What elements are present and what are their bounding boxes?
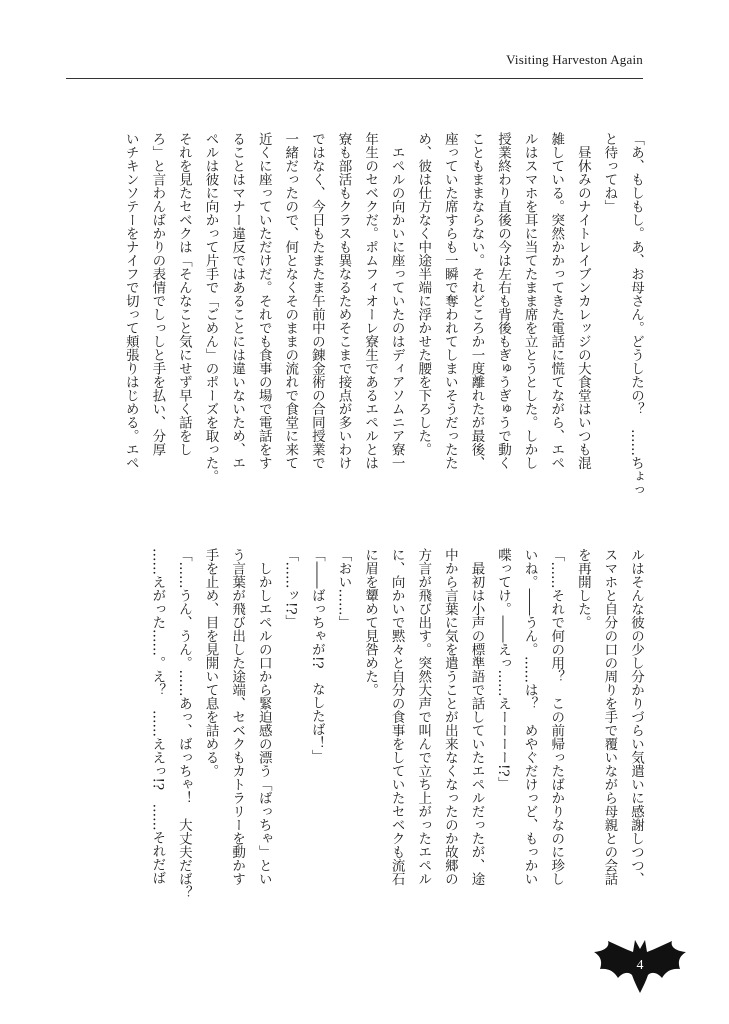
text-column: ルはそんな彼の少し分かりづらい気遣いに感謝しつつ、 (628, 548, 644, 886)
text-column: ルはスマホを耳に当てたまま席を立とうとした。しかし (521, 132, 538, 470)
text-column: を再開した。 (574, 548, 591, 629)
text-column: ではなく、今日もたまたま午前中の錬金術の合同授業で (308, 132, 325, 470)
text-column: ろ」と言わんばかりの表情でしっしと手を払い、分厚 (149, 132, 166, 456)
text-column: 授業終わり直後の今は左右も背後もぎゅうぎゅうで動く (495, 132, 512, 470)
page-number-badge (592, 935, 688, 995)
text-column: 「あ、もしもし。あ、お母さん。どうしたの？ ……ちょっ (628, 132, 644, 497)
text-column: 雑している。突然かかってきた電話に慌てながら、エペ (548, 132, 565, 470)
text-column: に、向かいで黙々と自分の食事をしていたセベクも流石 (388, 548, 405, 886)
text-column: 一緒だったので、何となくそのままの流れで食堂に来て (282, 132, 299, 470)
text-column: ペルは彼に向かって片手で「ごめん」のポーズを取った。 (202, 132, 219, 483)
text-column: と待ってね」 (601, 132, 618, 213)
lower-text-block (86, 548, 649, 908)
text-column: 「おい……」 (335, 548, 352, 629)
text-column: 中から言葉に気を遣うことが出来なくなったのか故郷の (441, 548, 458, 886)
text-column: 「……ッ!?」 (282, 548, 299, 629)
text-column: 近くに座っていただけだ。それでも食事の場で電話をす (255, 132, 272, 470)
text-column: 昼休みのナイトレイブンカレッジの大食堂はいつも混 (574, 132, 591, 470)
text-column: め、彼は仕方なく中途半端に浮かせた腰を下ろした。 (415, 132, 432, 456)
text-column: スマホと自分の口の周りを手で覆いながら母親との会話 (601, 548, 618, 886)
text-column: しかしエペルの口から緊迫感の漂う「ばっちゃ」とい (255, 548, 272, 886)
text-column: 喋ってけ。――えっ……えーーーー!?」 (495, 548, 512, 791)
text-column: 手を止め、目を見開いて息を詰める。 (202, 548, 219, 778)
text-column: 「――ばっちゃが!? なしたば！」 (308, 548, 325, 764)
text-column: それを見たセベクは「そんなこと気にせず早く話をし (175, 132, 192, 456)
text-column: いね。――うん。……は？ めやぐだけっど、もっかい (521, 548, 538, 886)
text-column: 「……それで何の用？ この前帰ったばかりなのに珍し (548, 548, 565, 886)
text-column: 年生のセベクだ。ポムフィオーレ寮生であるエペルとは (362, 132, 379, 470)
text-column: エペルの向かいに座っていたのはディアソムニア寮一 (388, 132, 405, 470)
text-column: 「……うん、うん。……あっ、ばっちゃ！ 大丈夫だば？ (175, 548, 192, 899)
text-column: 方言が飛び出す。突然大声で叫んで立ち上がったエペル (415, 548, 432, 886)
text-column: 座っていた席すらも一瞬で奪われてしまいそうだったた (441, 132, 458, 470)
text-column: ……えがった……。え？ ……ええっ!? ……それだば (149, 548, 166, 885)
text-column: ることはマナー違反ではあることには違いないため、エ (229, 132, 246, 470)
header-rule (66, 78, 643, 79)
text-column: 最初は小声の標準語で話していたエペルだったが、途 (468, 548, 485, 886)
text-column: に眉を顰めて見咎めた。 (362, 548, 379, 697)
text-column: 寮も部活もクラスも異なるためそこまで接点が多いわけ (335, 132, 352, 470)
page-number: 4 (636, 958, 644, 973)
text-column: こともままならない。それどころか一度離れたが最後、 (468, 132, 485, 470)
running-header: Visiting Harveston Again (506, 52, 643, 67)
text-column: う言葉が飛び出した途端、セベクもカトラリーを動かす (229, 548, 246, 886)
text-column: いチキンソテーをナイフで切って頬張りはじめる。エペ (122, 132, 139, 470)
upper-text-block (86, 132, 649, 498)
